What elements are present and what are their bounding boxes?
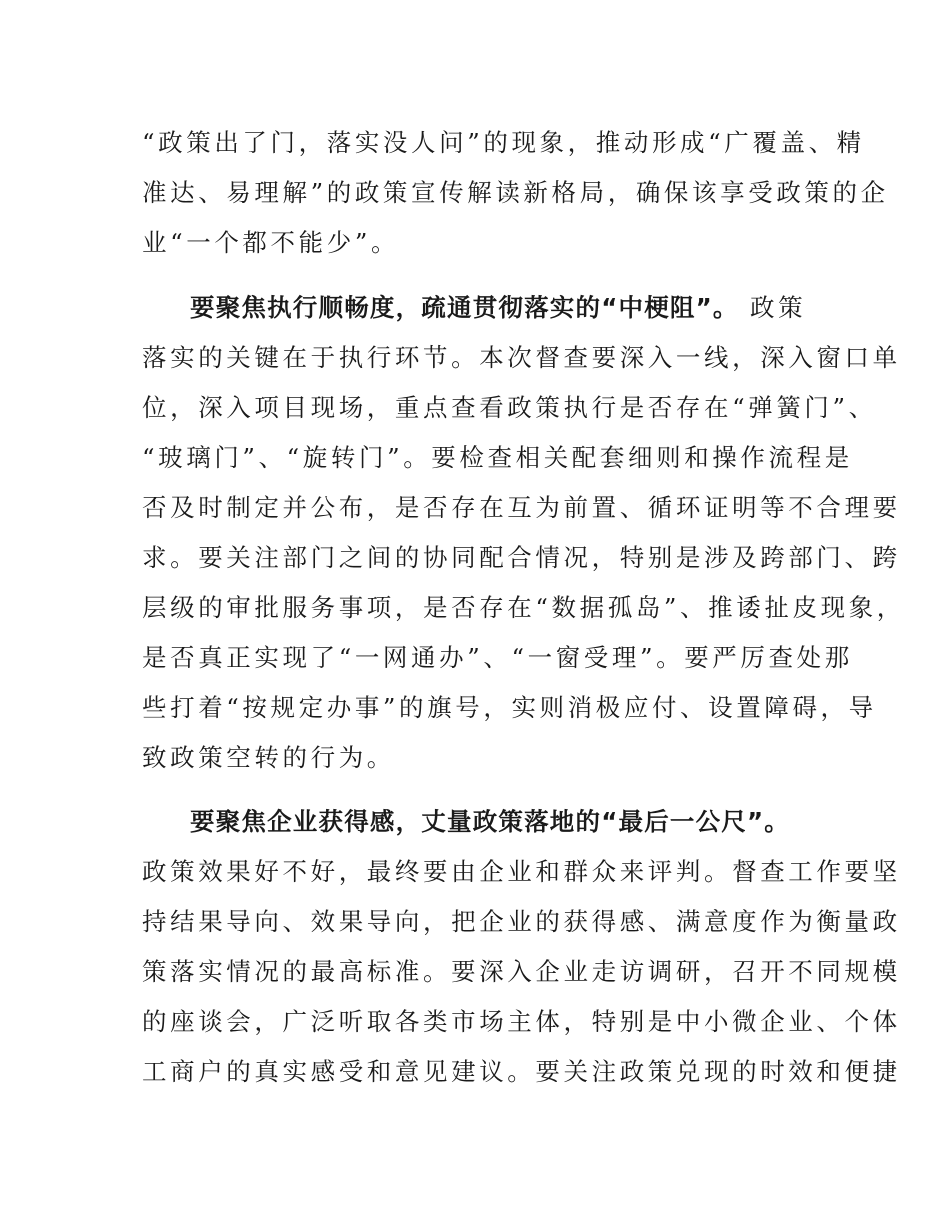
text-line: 层级的审批服务事项，是否存在“数据孤岛”、推诿扯皮现象， bbox=[142, 593, 905, 622]
text-line: 否及时制定并公布，是否存在互为前置、循环证明等不合理要 bbox=[142, 493, 901, 522]
heading-continuation: 政策 bbox=[738, 293, 807, 322]
paragraph-heading-line bbox=[142, 797, 822, 847]
paragraph-heading-line bbox=[142, 283, 822, 333]
paragraph-heading: 要聚焦企业获得感，丈量政策落地的“最后一公尺”。 bbox=[190, 807, 791, 836]
text-line: 致政策空转的行为。 bbox=[142, 743, 395, 772]
text-line: 是否真正实现了“一网通办”、“一窗受理”。要严厉查处那 bbox=[142, 643, 853, 672]
paragraph-3 bbox=[142, 797, 901, 1097]
text-line: 求。要关注部门之间的协同配合情况，特别是涉及跨部门、跨 bbox=[142, 543, 901, 572]
text-line: 策落实情况的最高标准。要深入企业走访调研，召开不同规模 bbox=[142, 957, 901, 986]
text-line: 落实的关键在于执行环节。本次督查要深入一线，深入窗口单 bbox=[142, 343, 901, 372]
text-line: 位，深入项目现场，重点查看政策执行是否存在“弹簧门”、 bbox=[142, 393, 877, 422]
text-line: 业“一个都不能少”。 bbox=[142, 228, 400, 257]
text-line: 工商户的真实感受和意见建议。要关注政策兑现的时效和便捷 bbox=[142, 1057, 901, 1086]
paragraph-1 bbox=[142, 118, 889, 268]
text-line: 的座谈会，广泛听取各类市场主体，特别是中小微企业、个体 bbox=[142, 1007, 901, 1036]
text-line: 政策效果好不好，最终要由企业和群众来评判。督查工作要坚 bbox=[142, 857, 901, 886]
text-line: 些打着“按规定办事”的旗号，实则消极应付、设置障碍，导 bbox=[142, 693, 877, 722]
paragraph-2 bbox=[142, 283, 905, 783]
paragraph-heading: 要聚焦执行顺畅度，疏通贯彻落实的“中梗阻”。 bbox=[190, 293, 739, 322]
text-line: 持结果导向、效果导向，把企业的获得感、满意度作为衡量政 bbox=[142, 907, 901, 936]
text-line: 准达、易理解”的政策宣传解读新格局，确保该享受政策的企 bbox=[142, 178, 889, 207]
text-line: “政策出了门，落实没人问”的现象，推动形成“广覆盖、精 bbox=[142, 128, 865, 157]
text-line: “玻璃门”、“旋转门”。要检查相关配套细则和操作流程是 bbox=[142, 443, 853, 472]
